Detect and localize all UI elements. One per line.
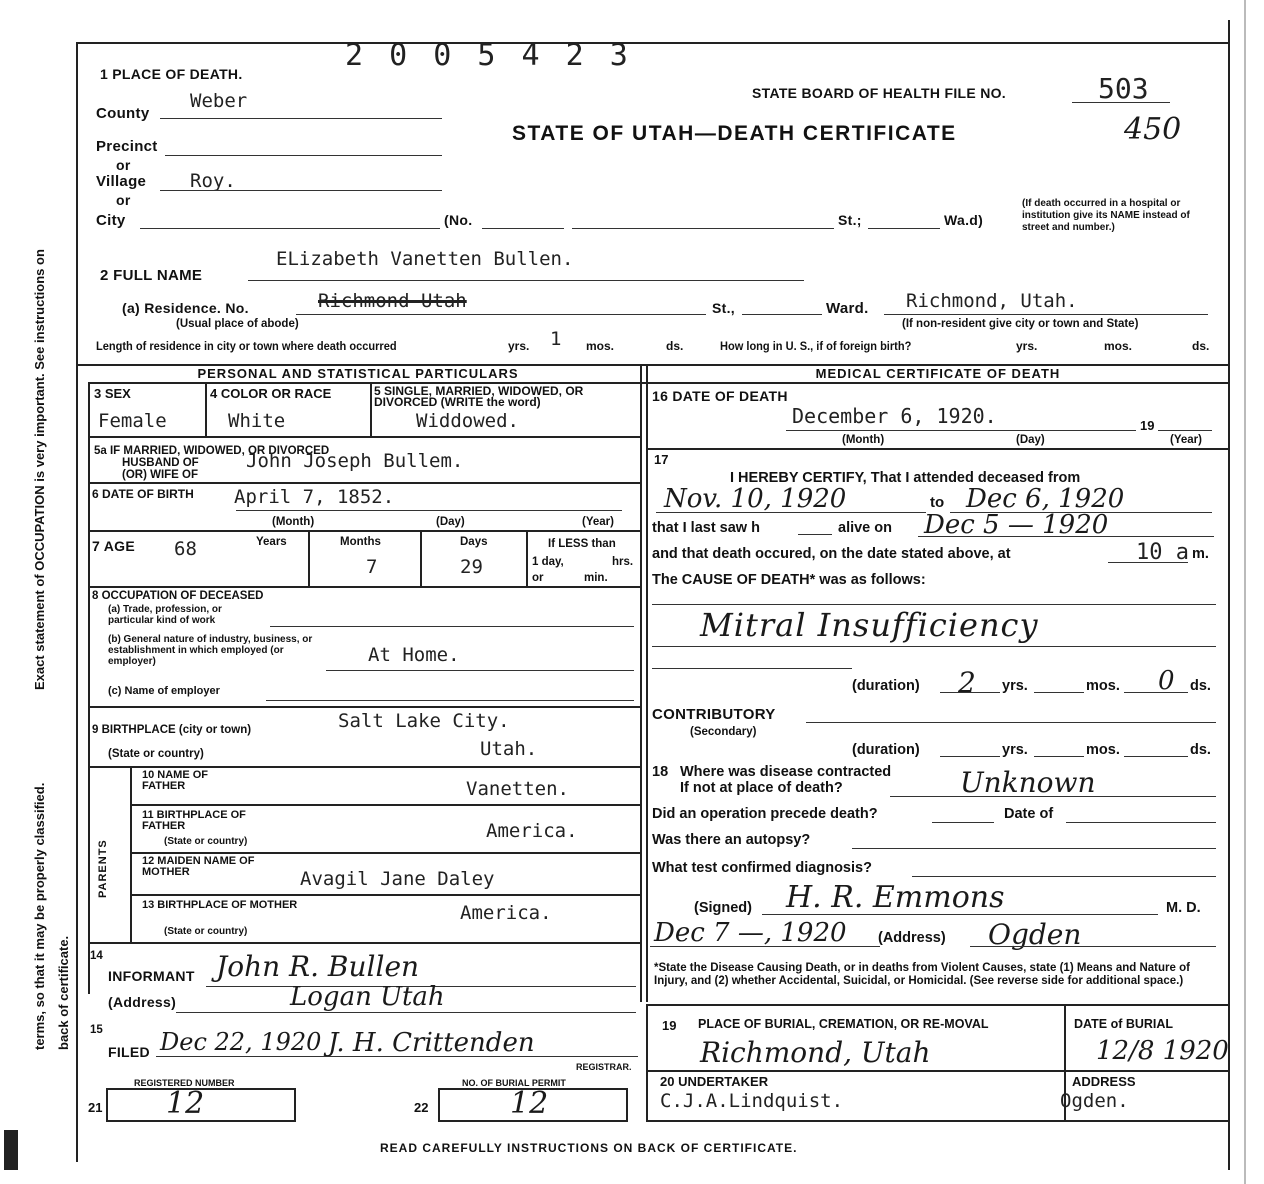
county-value: Weber — [190, 90, 248, 112]
board-file-label: STATE BOARD OF HEALTH FILE NO. — [752, 85, 1006, 101]
foreign-birth-label: How long in U. S., if of foreign birth? — [720, 339, 912, 353]
burial-date-value: 12/8 1920 — [1096, 1036, 1229, 1066]
dod-year-label: (Year) — [1170, 434, 1202, 446]
duration-yrs-value: 2 — [958, 666, 976, 699]
last-saw-text: that I last saw h — [652, 520, 760, 536]
registrar-label: REGISTRAR. — [576, 1062, 632, 1072]
attended-from-value: Nov. 10, 1920 — [664, 484, 847, 514]
length-yrs-value: 1 — [550, 328, 562, 350]
village-label: Village — [96, 173, 147, 190]
informant-address-value: Logan Utah — [290, 982, 445, 1012]
street-label: St.; — [838, 212, 862, 228]
foreign-mos-label: mos. — [1104, 339, 1133, 353]
usual-abode-label: (Usual place of abode) — [176, 318, 299, 330]
dob-day-label: (Day) — [436, 516, 465, 528]
board-file-number: 503 — [1098, 72, 1149, 105]
death-time-value: 10 a — [1136, 540, 1189, 565]
color-value: White — [228, 410, 286, 432]
foreign-ds-label: ds. — [1192, 339, 1210, 353]
attended-to-value: Dec 6, 1920 — [966, 484, 1125, 514]
less-or-label: or — [532, 572, 544, 584]
filed-label: FILED — [108, 1044, 150, 1060]
duration-label: (duration) — [852, 678, 920, 694]
autopsy-label: Was there an autopsy? — [652, 832, 811, 848]
occupation-value: At Home. — [368, 644, 460, 666]
form-top-border — [76, 42, 1228, 44]
md-label: M. D. — [1166, 900, 1201, 916]
residence-st-label: St., — [712, 300, 735, 316]
hospital-note: (If death occurred in a hospital or institution give its NAME instead of street and number.) — [1022, 198, 1190, 233]
length-residence-label: Length of residence in city or town where death occurred — [96, 339, 397, 353]
certificate-number: 2 0 0 5 4 2 3 — [345, 38, 632, 73]
cause-of-death-label: The CAUSE OF DEATH* was as follows: — [652, 572, 926, 588]
contracted-value: Unknown — [960, 766, 1096, 799]
alive-on-label: alive on — [838, 520, 892, 536]
physician-signature: H. R. Emmons — [786, 880, 1005, 915]
mother-name-value: Avagil Jane Daley — [300, 868, 495, 890]
registrar-signature: J. H. Crittenden — [328, 1028, 535, 1058]
length-yrs-label: yrs. — [508, 339, 530, 353]
or-label-1: or — [116, 157, 131, 173]
spouse-label-3: (OR) WIFE OF — [122, 469, 199, 481]
father-name-label: 10 NAME OF FATHER — [142, 769, 209, 792]
certify-number: 17 — [654, 452, 669, 467]
filed-value: Dec 22, 1920 — [160, 1028, 322, 1056]
contracted-label: Where was disease contracted — [680, 764, 892, 780]
age-months-value: 7 — [366, 556, 378, 578]
state-label: (State or country) — [108, 748, 204, 760]
undertaker-address-value: Ogden. — [1060, 1090, 1129, 1112]
margin-instructions-1: Exact statement of OCCUPATION is very important. See instructions on — [32, 249, 47, 690]
duration2-ds-label: ds. — [1190, 742, 1211, 758]
age-years-value: 68 — [174, 538, 197, 560]
sex-value: Female — [98, 410, 167, 432]
cause-footnote: *State the Disease Causing Death, or in deaths from Violent Causes, state (1) Means and Nature of Injury, and (2) whether Accidental, Suicidal, or Homicidal. (See reverse side for additional space.) — [654, 962, 1190, 987]
burial-permit-num: 22 — [414, 1100, 429, 1115]
contracted-sub-label: If not at place of death? — [680, 780, 843, 796]
physician-address-label: (Address) — [878, 930, 946, 946]
color-label: 4 COLOR OR RACE — [210, 386, 332, 401]
footer-instructions: READ CAREFULLY INSTRUCTIONS ON BACK OF CERTIFICATE. — [380, 1141, 798, 1155]
marital-value: Widdowed. — [416, 410, 519, 432]
margin-instructions-3: back of certificate. — [56, 935, 71, 1050]
filed-number: 15 — [90, 1024, 103, 1036]
reg-number-value: 12 — [166, 1086, 205, 1121]
duration2-label: (duration) — [852, 742, 920, 758]
father-name-value: Vanetten. — [466, 778, 569, 800]
burial-permit-value: 12 — [510, 1086, 549, 1121]
duration-ds-label: ds. — [1190, 678, 1211, 694]
occupation-label: 8 OCCUPATION OF DECEASED — [92, 590, 264, 602]
certify-text: I HEREBY CERTIFY, That I attended deceased from — [730, 470, 1081, 486]
less-min-label: min. — [584, 572, 608, 584]
burial-number: 19 — [662, 1018, 677, 1033]
certificate-title: STATE OF UTAH—DEATH CERTIFICATE — [512, 122, 957, 145]
date-of-death-value: December 6, 1920. — [792, 404, 997, 428]
length-ds-label: ds. — [666, 339, 684, 353]
dob-month-label: (Month) — [272, 516, 315, 528]
informant-value: John R. Bullen — [216, 950, 420, 983]
mother-birthplace-label: 13 BIRTHPLACE OF MOTHER — [142, 899, 298, 911]
informant-number: 14 — [90, 950, 103, 962]
dod-month-label: (Month) — [842, 434, 885, 446]
personal-section-title: PERSONAL AND STATISTICAL PARTICULARS — [197, 366, 519, 381]
to-label: to — [930, 494, 945, 511]
age-label: 7 AGE — [92, 538, 135, 554]
father-birthplace-sub: (State or country) — [164, 836, 248, 847]
duration2-mos-label: mos. — [1086, 742, 1120, 758]
state-value: Utah. — [480, 738, 538, 760]
informant-address-label: (Address) — [108, 994, 177, 1010]
duration-yrs-label: yrs. — [1002, 678, 1028, 694]
length-mos-label: mos. — [586, 339, 615, 353]
burial-place-value: Richmond, Utah — [700, 1036, 931, 1069]
scan-edge-mark — [4, 1130, 18, 1170]
secondary-label: (Secondary) — [690, 726, 757, 738]
age-years-label: Years — [256, 536, 287, 548]
less-than-label: If LESS than — [548, 538, 616, 550]
ward-value: Richmond, Utah. — [906, 290, 1078, 312]
father-birthplace-value: America. — [486, 820, 578, 842]
medical-section-title: MEDICAL CERTIFICATE OF DEATH — [815, 366, 1061, 381]
death-occurred-text: and that death occured, on the date stated above, at — [652, 546, 1011, 562]
operation-label: Did an operation precede death? — [652, 806, 878, 822]
duration2-yrs-label: yrs. — [1002, 742, 1028, 758]
dob-value: April 7, 1852. — [234, 486, 395, 508]
birthplace-label: 9 BIRTHPLACE (city or town) — [92, 724, 252, 736]
burial-permit-label: NO. OF BURIAL PERMIT — [462, 1078, 566, 1088]
city-number-label: (No. — [444, 212, 473, 228]
contracted-number: 18 — [652, 764, 669, 780]
birthplace-value: Salt Lake City. — [338, 710, 510, 732]
date-of-death-19: 19 — [1140, 418, 1155, 433]
marital-label: 5 SINGLE, MARRIED, WIDOWED, OR DIVORCED (WRITE the word) — [374, 384, 584, 409]
undertaker-value: C.J.A.Lindquist. — [660, 1090, 844, 1112]
spouse-label-1: 5a IF MARRIED, WIDOWED, OR DIVORCED — [94, 445, 330, 457]
employer-label: (c) Name of employer — [108, 685, 220, 697]
dod-day-label: (Day) — [1016, 434, 1045, 446]
nonresident-label: (If non-resident give city or town and State) — [902, 318, 1139, 330]
reg-number-num: 21 — [88, 1100, 103, 1115]
full-name-value: ELizabeth Vanetten Bullen. — [276, 248, 574, 270]
date-of-death-label: 16 DATE OF DEATH — [652, 388, 788, 404]
scan-edge-line — [1244, 0, 1246, 1184]
full-name-label: 2 FULL NAME — [100, 267, 203, 284]
burial-date-label: DATE of BURIAL — [1074, 1017, 1174, 1031]
father-birthplace-label: 11 BIRTHPLACE OF FATHER — [142, 809, 246, 832]
burial-place-label: PLACE OF BURIAL, CREMATION, OR RE-MOVAL — [698, 1017, 989, 1031]
undertaker-label: 20 UNDERTAKER — [660, 1074, 769, 1089]
sex-label: 3 SEX — [94, 386, 131, 401]
reg-number-label: REGISTERED NUMBER — [134, 1078, 235, 1088]
contributory-label: CONTRIBUTORY — [652, 706, 776, 723]
precinct-label: Precinct — [96, 138, 158, 155]
title-annotation: 450 — [1124, 112, 1182, 147]
informant-label: INFORMANT — [108, 968, 195, 984]
residence-label: (a) Residence. No. — [122, 300, 249, 316]
margin-instructions-2: terms, so that it may be properly classified. — [32, 782, 47, 1050]
occupation-b-label: (b) General nature of industry, business, or establishment in which employed (or employer) — [108, 634, 313, 667]
residence-struck-value: Richmond Utah — [318, 290, 467, 312]
form-right-border — [1228, 20, 1230, 1170]
spouse-label-2: HUSBAND OF — [122, 457, 199, 469]
less-day-label: 1 day, — [532, 556, 564, 568]
or-label-2: or — [116, 192, 131, 208]
signed-date-value: Dec 7 —, 1920 — [654, 918, 847, 948]
operation-date-label: Date of — [1004, 806, 1054, 822]
form-left-border — [76, 42, 78, 1162]
age-days-value: 29 — [460, 556, 483, 578]
mother-birthplace-sub: (State or country) — [164, 926, 248, 937]
ward-label: Wa.d) — [944, 212, 984, 228]
undertaker-address-label: ADDRESS — [1072, 1074, 1136, 1089]
cause-of-death-value: Mitral Insufficiency — [700, 606, 1039, 644]
less-hrs-label: hrs. — [612, 556, 634, 568]
mother-name-label: 12 MAIDEN NAME OF MOTHER — [142, 855, 255, 878]
village-value: Roy. — [190, 170, 236, 192]
place-of-death-label: 1 PLACE OF DEATH. — [100, 66, 243, 82]
duration-ds-value: 0 — [1158, 666, 1175, 696]
dob-label: 6 DATE OF BIRTH — [92, 487, 194, 501]
signed-label: (Signed) — [694, 900, 752, 916]
alive-on-value: Dec 5 — 1920 — [924, 510, 1109, 540]
county-label: County — [96, 105, 150, 122]
meridiem-label: m. — [1192, 546, 1209, 562]
mother-birthplace-value: America. — [460, 902, 552, 924]
spouse-value: John Joseph Bullem. — [246, 450, 464, 472]
ward-label-2: Ward. — [826, 300, 869, 317]
physician-address-value: Ogden — [988, 918, 1082, 951]
age-days-label: Days — [460, 536, 488, 548]
foreign-yrs-label: yrs. — [1016, 339, 1038, 353]
occupation-a-label: (a) Trade, profession, or particular kind of work — [108, 604, 222, 626]
age-months-label: Months — [340, 536, 381, 548]
city-label: City — [96, 212, 126, 229]
parents-label: PARENTS — [97, 839, 109, 898]
diagnosis-test-label: What test confirmed diagnosis? — [652, 860, 872, 876]
dob-year-label: (Year) — [582, 516, 614, 528]
duration-mos-label: mos. — [1086, 678, 1120, 694]
